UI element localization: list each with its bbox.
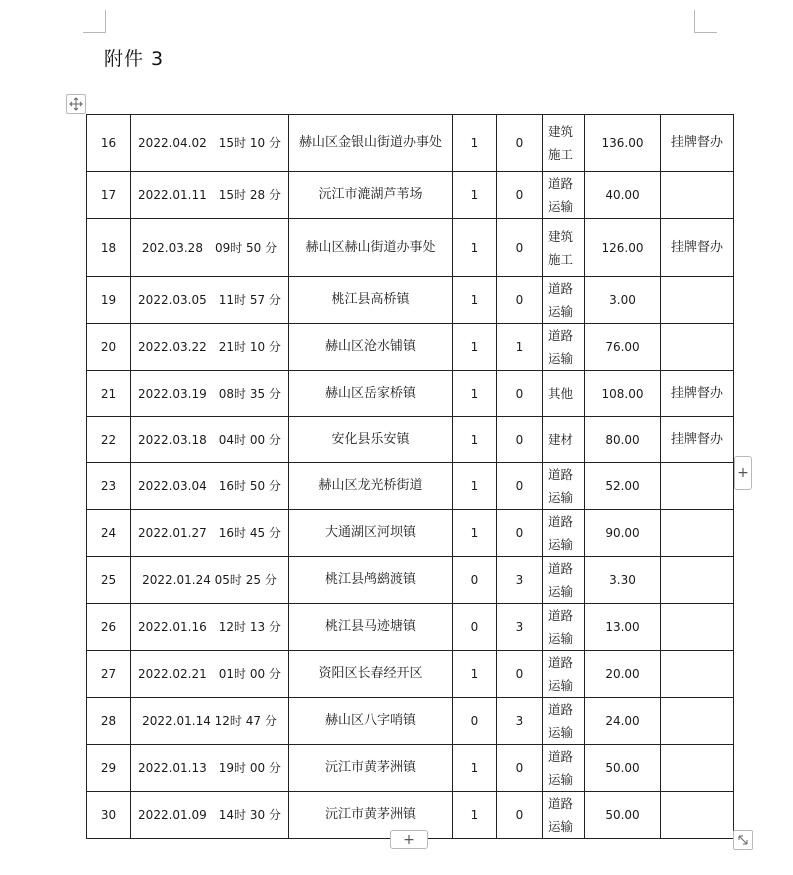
row-number-cell[interactable]: 19 [87,277,131,324]
table-row [87,698,734,745]
note-cell[interactable] [661,324,734,371]
note-cell[interactable] [661,651,734,698]
category-cell[interactable]: 道路运输 [543,792,585,839]
row-number-cell[interactable]: 25 [87,557,131,604]
place-cell[interactable]: 赫山区岳家桥镇 [289,371,453,417]
place-cell[interactable]: 安化县乐安镇 [289,417,453,463]
table-row [87,172,734,219]
amount-cell[interactable]: 3.00 [585,277,661,324]
place-cell[interactable]: 桃江县高桥镇 [289,277,453,324]
count-b-cell[interactable]: 3 [497,557,543,604]
table-row [87,745,734,792]
category-cell[interactable]: 道路运输 [543,463,585,510]
time-cell[interactable]: 2022.01.09 14时 30 分 [131,792,289,839]
table-row [87,277,734,324]
document-title: 附件 3 [104,48,165,70]
note-cell[interactable] [661,604,734,651]
note-cell[interactable]: 挂牌督办 [661,371,734,417]
table-row [87,219,734,277]
note-cell[interactable] [661,277,734,324]
amount-cell[interactable]: 13.00 [585,604,661,651]
note-cell[interactable] [661,698,734,745]
place-cell[interactable]: 沅江市黄茅洲镇 [289,792,453,839]
amount-cell[interactable]: 20.00 [585,651,661,698]
row-number-cell[interactable]: 17 [87,172,131,219]
count-a-cell[interactable]: 1 [453,510,497,557]
time-cell[interactable]: 2022.03.19 08时 35 分 [131,371,289,417]
amount-cell[interactable]: 50.00 [585,745,661,792]
count-b-cell[interactable]: 1 [497,324,543,371]
table-row [87,651,734,698]
table-row [87,463,734,510]
count-a-cell[interactable]: 0 [453,698,497,745]
category-cell[interactable]: 道路运输 [543,745,585,792]
count-a-cell[interactable]: 1 [453,417,497,463]
amount-cell[interactable]: 52.00 [585,463,661,510]
row-number-cell[interactable]: 18 [87,219,131,277]
count-b-cell[interactable]: 0 [497,651,543,698]
page-corner-mark-right [694,10,717,33]
place-cell[interactable]: 赫山区八字哨镇 [289,698,453,745]
count-b-cell[interactable]: 0 [497,219,543,277]
place-cell[interactable]: 沅江市黄茅洲镇 [289,745,453,792]
place-cell[interactable]: 桃江县鸬鹚渡镇 [289,557,453,604]
row-number-cell[interactable]: 22 [87,417,131,463]
note-cell[interactable] [661,172,734,219]
amount-cell[interactable]: 80.00 [585,417,661,463]
count-b-cell[interactable]: 0 [497,510,543,557]
amount-cell[interactable]: 126.00 [585,219,661,277]
page-corner-mark-left [83,10,106,33]
category-cell[interactable]: 建材 [543,417,585,463]
place-cell[interactable]: 赫山区赫山街道办事处 [289,219,453,277]
table-row [87,510,734,557]
count-a-cell[interactable]: 1 [453,371,497,417]
category-cell[interactable]: 道路运输 [543,172,585,219]
time-cell[interactable]: 2022.03.04 16时 50 分 [131,463,289,510]
time-cell[interactable]: 2022.01.14 12时 47 分 [131,698,289,745]
place-cell[interactable]: 赫山区沧水铺镇 [289,324,453,371]
count-b-cell[interactable]: 0 [497,463,543,510]
amount-cell[interactable]: 3.30 [585,557,661,604]
category-cell[interactable]: 道路运输 [543,510,585,557]
category-cell[interactable]: 道路运输 [543,277,585,324]
count-b-cell[interactable]: 0 [497,371,543,417]
count-a-cell[interactable]: 1 [453,324,497,371]
count-a-cell[interactable]: 1 [453,219,497,277]
count-b-cell[interactable]: 0 [497,417,543,463]
count-b-cell[interactable]: 3 [497,604,543,651]
note-cell[interactable]: 挂牌督办 [661,115,734,172]
table-row [87,324,734,371]
count-a-cell[interactable]: 1 [453,115,497,172]
note-cell[interactable] [661,557,734,604]
time-cell[interactable]: 2022.01.27 16时 45 分 [131,510,289,557]
place-cell[interactable]: 桃江县马迹塘镇 [289,604,453,651]
time-cell[interactable]: 2022.01.24 05时 25 分 [131,557,289,604]
table-row [87,371,734,417]
table-row [87,557,734,604]
time-cell[interactable]: 2022.04.02 15时 10 分 [131,115,289,172]
count-b-cell[interactable]: 0 [497,115,543,172]
note-cell[interactable]: 挂牌督办 [661,417,734,463]
note-cell[interactable] [661,745,734,792]
count-a-cell[interactable]: 0 [453,557,497,604]
add-row-button[interactable]: + [390,830,428,849]
time-cell[interactable]: 2022.01.16 12时 13 分 [131,604,289,651]
count-a-cell[interactable]: 1 [453,463,497,510]
table-move-handle[interactable] [66,94,86,114]
count-a-cell[interactable]: 1 [453,172,497,219]
row-number-cell[interactable]: 28 [87,698,131,745]
count-b-cell[interactable]: 0 [497,792,543,839]
table-resize-handle[interactable] [733,830,753,850]
amount-cell[interactable]: 136.00 [585,115,661,172]
note-cell[interactable]: 挂牌督办 [661,219,734,277]
place-cell[interactable]: 资阳区长春经开区 [289,651,453,698]
amount-cell[interactable]: 40.00 [585,172,661,219]
time-cell[interactable]: 2022.03.05 11时 57 分 [131,277,289,324]
resize-diagonal-icon [737,834,749,846]
amount-cell[interactable]: 50.00 [585,792,661,839]
count-a-cell[interactable]: 1 [453,651,497,698]
time-cell[interactable]: 2022.01.11 15时 28 分 [131,172,289,219]
note-cell[interactable] [661,463,734,510]
table-row [87,417,734,463]
count-b-cell[interactable]: 0 [497,172,543,219]
time-cell[interactable]: 2022.01.13 19时 00 分 [131,745,289,792]
table-row [87,115,734,172]
move-arrows-icon [69,97,83,111]
category-cell[interactable]: 道路运输 [543,604,585,651]
row-number-cell[interactable]: 27 [87,651,131,698]
category-cell[interactable]: 道路运输 [543,651,585,698]
time-cell[interactable]: 2022.02.21 01时 00 分 [131,651,289,698]
row-number-cell[interactable]: 26 [87,604,131,651]
count-b-cell[interactable]: 0 [497,745,543,792]
row-number-cell[interactable]: 21 [87,371,131,417]
amount-cell[interactable]: 24.00 [585,698,661,745]
row-number-cell[interactable]: 24 [87,510,131,557]
category-cell[interactable]: 道路运输 [543,557,585,604]
incident-table [86,114,734,839]
table-row [87,604,734,651]
place-cell[interactable]: 赫山区金银山街道办事处 [289,115,453,172]
row-number-cell[interactable]: 23 [87,463,131,510]
category-cell[interactable]: 其他 [543,371,585,417]
row-number-cell[interactable]: 16 [87,115,131,172]
count-a-cell[interactable]: 1 [453,277,497,324]
time-cell[interactable]: 202.03.28 09时 50 分 [131,219,289,277]
category-cell[interactable]: 道路运输 [543,698,585,745]
count-a-cell[interactable]: 1 [453,745,497,792]
row-number-cell[interactable]: 29 [87,745,131,792]
count-b-cell[interactable]: 0 [497,277,543,324]
category-cell[interactable]: 建筑施工 [543,115,585,172]
category-cell[interactable]: 建筑施工 [543,219,585,277]
row-number-cell[interactable]: 20 [87,324,131,371]
add-column-button[interactable]: + [734,456,752,490]
place-cell[interactable]: 沅江市漉湖芦苇场 [289,172,453,219]
count-b-cell[interactable]: 3 [497,698,543,745]
time-cell[interactable]: 2022.03.22 21时 10 分 [131,324,289,371]
place-cell[interactable]: 赫山区龙光桥街道 [289,463,453,510]
row-number-cell[interactable]: 30 [87,792,131,839]
note-cell[interactable] [661,792,734,839]
time-cell[interactable]: 2022.03.18 04时 00 分 [131,417,289,463]
amount-cell[interactable]: 108.00 [585,371,661,417]
category-cell[interactable]: 道路运输 [543,324,585,371]
amount-cell[interactable]: 90.00 [585,510,661,557]
note-cell[interactable] [661,510,734,557]
place-cell[interactable]: 大通湖区河坝镇 [289,510,453,557]
amount-cell[interactable]: 76.00 [585,324,661,371]
count-a-cell[interactable]: 0 [453,604,497,651]
count-a-cell[interactable]: 1 [453,792,497,839]
